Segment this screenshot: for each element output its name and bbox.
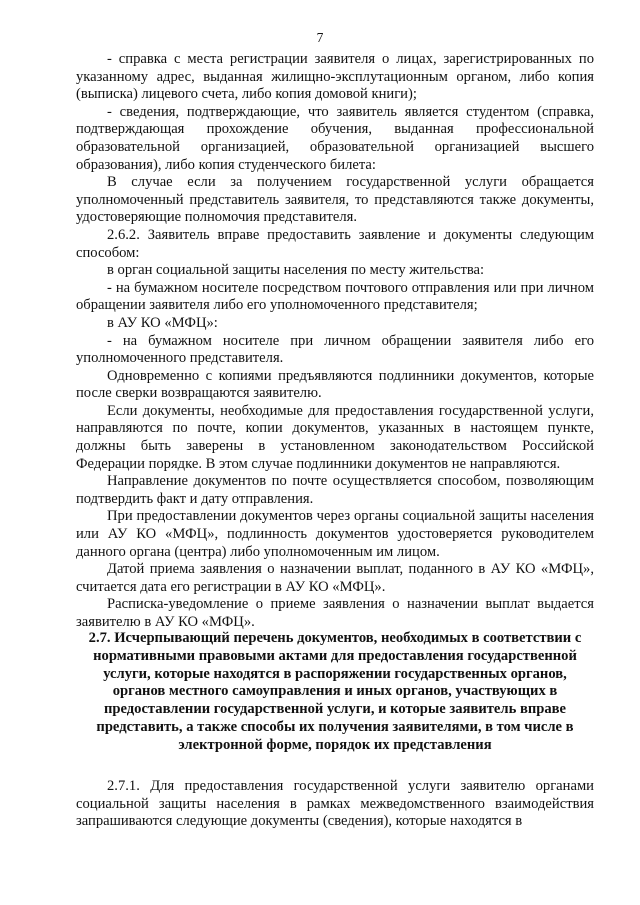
paragraph-authenticity: При предоставлении документов через органы социальной защиты населения или АУ КО «МФЦ», подлинность документов удостоверяется руководителем данного органа (центра) либо уполномоченным им лицом.: [76, 508, 594, 560]
page-number: 7: [316, 30, 324, 45]
paragraph-receipt-notice: Расписка-уведомление о приеме заявления о назначении выплат выдается заявителю в АУ КО «МФЦ».: [76, 596, 594, 630]
paragraph-originals-returned: Одновременно с копиями предъявляются подлинники документов, которые после сверки возвращаются заявителю.: [76, 367, 594, 402]
paragraph-authorized-representative: В случае если за получением государственной услуги обращается уполномоченный представитель заявителя, то представляются также документы, удостоверяющие полномочия представителя.: [76, 174, 594, 226]
paragraph-social-protection-body: в орган социальной защиты населения по месту жительства:: [107, 262, 485, 279]
paragraph-2-6-2: 2.6.2. Заявитель вправе предоставить заявление и документы следующим способом:: [76, 226, 594, 261]
section-body-2-7: [76, 778, 594, 831]
section-heading-2-7: 2.7. Исчерпывающий перечень документов, необходимых в соответствии с нормативными правовыми актами для предоставления государственной услуги, которые находятся в распоряжении государственных органов, органов местного самоуправления и иных органов, участвующих в предоставлении государственной услуги, и которые заявитель вправе представить, а также способы их получения заявителями, в том числе в электронной форме, порядок их представления: [88, 630, 582, 753]
document-body: [76, 51, 594, 641]
paragraph-registration-certificate: - справка с места регистрации заявителя о лицах, зарегистрированных по указанному адрес, выданная жилищно-эксплутационным органом, либо копия (выписка) лицевого счета, либо копия домовой книги);: [76, 51, 594, 103]
paragraph-postal-certification: Если документы, необходимые для предоставления государственной услуги, направляются по почте, копии документов, указанных в настоящем пункте, должны быть заверены в установленном законодательством Российской Федерации порядке. В этом случае подлинники документов не направляются.: [76, 402, 594, 472]
paragraph-mfc: в АУ КО «МФЦ»:: [107, 314, 218, 331]
paragraph-postal-method: Направление документов по почте осуществляется способом, позволяющим подтвердить факт и дату отправления.: [76, 473, 594, 507]
paragraph-acceptance-date: Датой приема заявления о назначении выплат, поданного в АУ КО «МФЦ», считается дата его регистрации в АУ КО «МФЦ».: [76, 561, 594, 595]
paragraph-paper-personal: - на бумажном носителе при личном обращении заявителя либо его уполномоченного представителя.: [76, 332, 594, 367]
paragraph-2-7-1: 2.7.1. Для предоставления государственной услуги заявителю органами социальной защиты населения в рамках межведомственного взаимодействия запрашиваются следующие документы (сведения), которые находятся в: [76, 778, 594, 830]
paragraph-student-info: - сведения, подтверждающие, что заявитель является студентом (справка, подтверждающая прохождение обучения, выданная профессиональной образовательной организацией, образовательной организацией высшего образования), либо копия студенческого билета:: [76, 103, 594, 173]
paragraph-paper-postal: - на бумажном носителе посредством почтового отправления или при личном обращении заявителя либо его уполномоченного представителя;: [76, 279, 594, 314]
